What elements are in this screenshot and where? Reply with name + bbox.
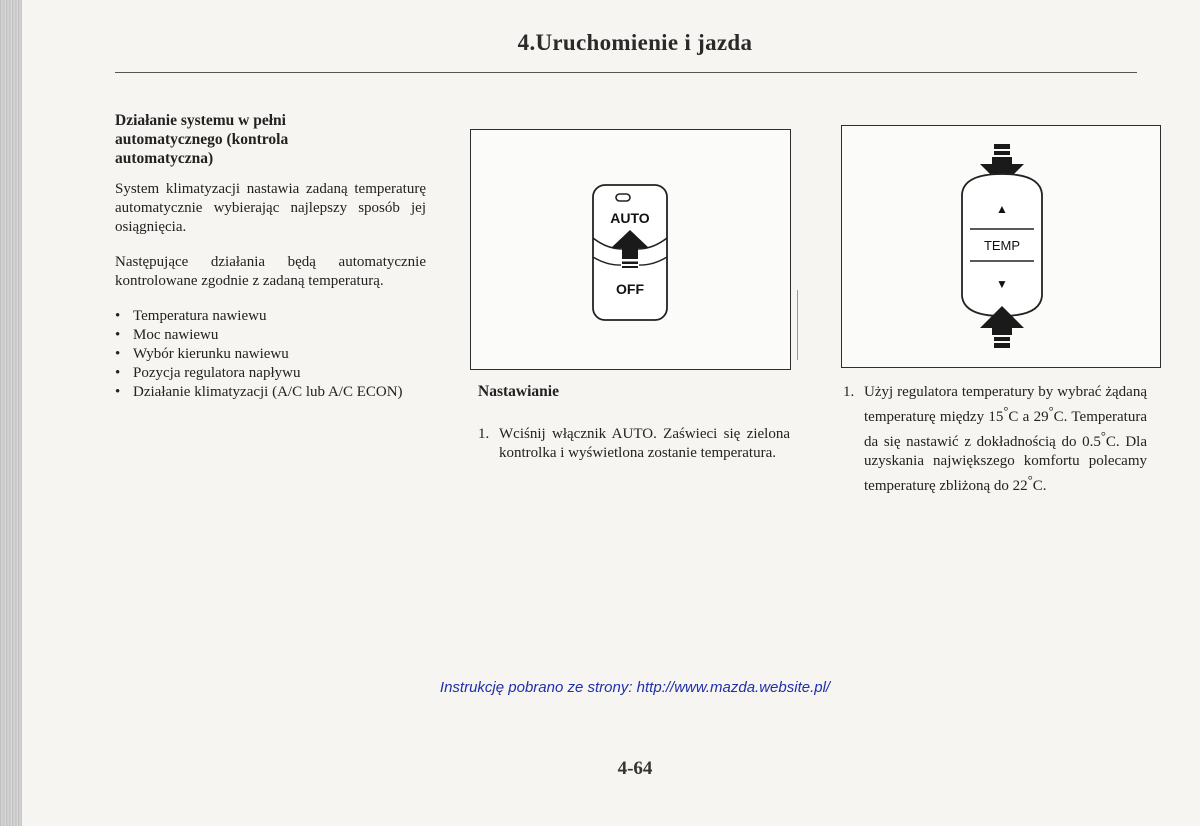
section-heading: [115, 111, 426, 168]
spacer: [478, 401, 790, 425]
spacer: [115, 291, 426, 307]
list-item: • Działanie klimatyzacji (A/C lub A/C ECON): [115, 384, 403, 400]
source-link[interactable]: Instrukcję pobrano ze strony: http://www.mazda.website.pl/: [439, 679, 831, 696]
indicator-light-icon: [616, 194, 630, 201]
section-heading-line-2: automatycznego (kontrola: [115, 131, 289, 148]
temp-control-illustration: [842, 126, 1160, 367]
middle-column: [478, 382, 790, 463]
bullet-icon: •: [115, 365, 121, 381]
page-number: 4-64: [617, 758, 653, 779]
book-binding-edge: [0, 0, 22, 826]
instruction-item: [478, 425, 790, 463]
scan-artifact-line: [797, 290, 798, 360]
bullet-icon: •: [115, 384, 121, 400]
section-heading-line-1: Działanie systemu w pełni: [115, 112, 286, 129]
controlled-functions-list: [115, 307, 426, 402]
list-item: • Wybór kierunku nawiewu: [115, 346, 289, 362]
title-divider: [115, 72, 1137, 73]
temp-button-label: TEMP: [983, 238, 1021, 253]
page-title: 4.Uruchomienie i jazda: [517, 30, 753, 55]
item-text: Wciśnij włącznik AUTO. Zaświeci się zielona kontrolka i wyświetlona zostanie temperatura.: [499, 426, 790, 461]
item-text: Użyj regulatora temperatury by wybrać żądaną temperaturę między 15°C a 29°C. Temperatura da się nastawić z dokładnością do 0.5°C. Dla uzyskania największego komfortu polecamy temperaturę zbliżoną do 22°C.: [864, 384, 1147, 494]
temp-down-icon: ▼: [996, 277, 1008, 291]
setting-heading: Nastawianie: [478, 383, 559, 400]
bullet-icon: •: [115, 327, 121, 343]
spacer: [115, 168, 426, 180]
spacer: [115, 237, 426, 253]
off-button-label: OFF: [616, 281, 644, 297]
left-column: [115, 111, 426, 402]
controlled-paragraph: Następujące działania będą automatycznie kontrolowane zgodnie z zadaną temperaturą.: [115, 254, 426, 289]
section-heading-line-3: automatyczna): [115, 150, 214, 167]
auto-off-switch-illustration: [471, 130, 790, 369]
intro-paragraph: System klimatyzacji nastawia zadaną temperaturę automatycznie wybierając najlepszy sposób jej osiągnięcia.: [115, 181, 426, 235]
bullet-icon: •: [115, 308, 121, 324]
item-number: 1.: [843, 384, 855, 400]
temp-up-icon: ▲: [996, 202, 1008, 216]
bullet-icon: •: [115, 346, 121, 362]
temp-control-figure: [841, 125, 1161, 368]
list-item: • Temperatura nawiewu: [115, 308, 267, 324]
list-item: • Moc nawiewu: [115, 327, 219, 343]
instruction-item: [843, 383, 1147, 496]
item-number: 1.: [478, 426, 490, 442]
list-item: • Pozycja regulatora napływu: [115, 365, 301, 381]
auto-button-label: AUTO: [610, 210, 650, 226]
right-column: [843, 383, 1147, 496]
auto-off-switch-figure: [470, 129, 791, 370]
